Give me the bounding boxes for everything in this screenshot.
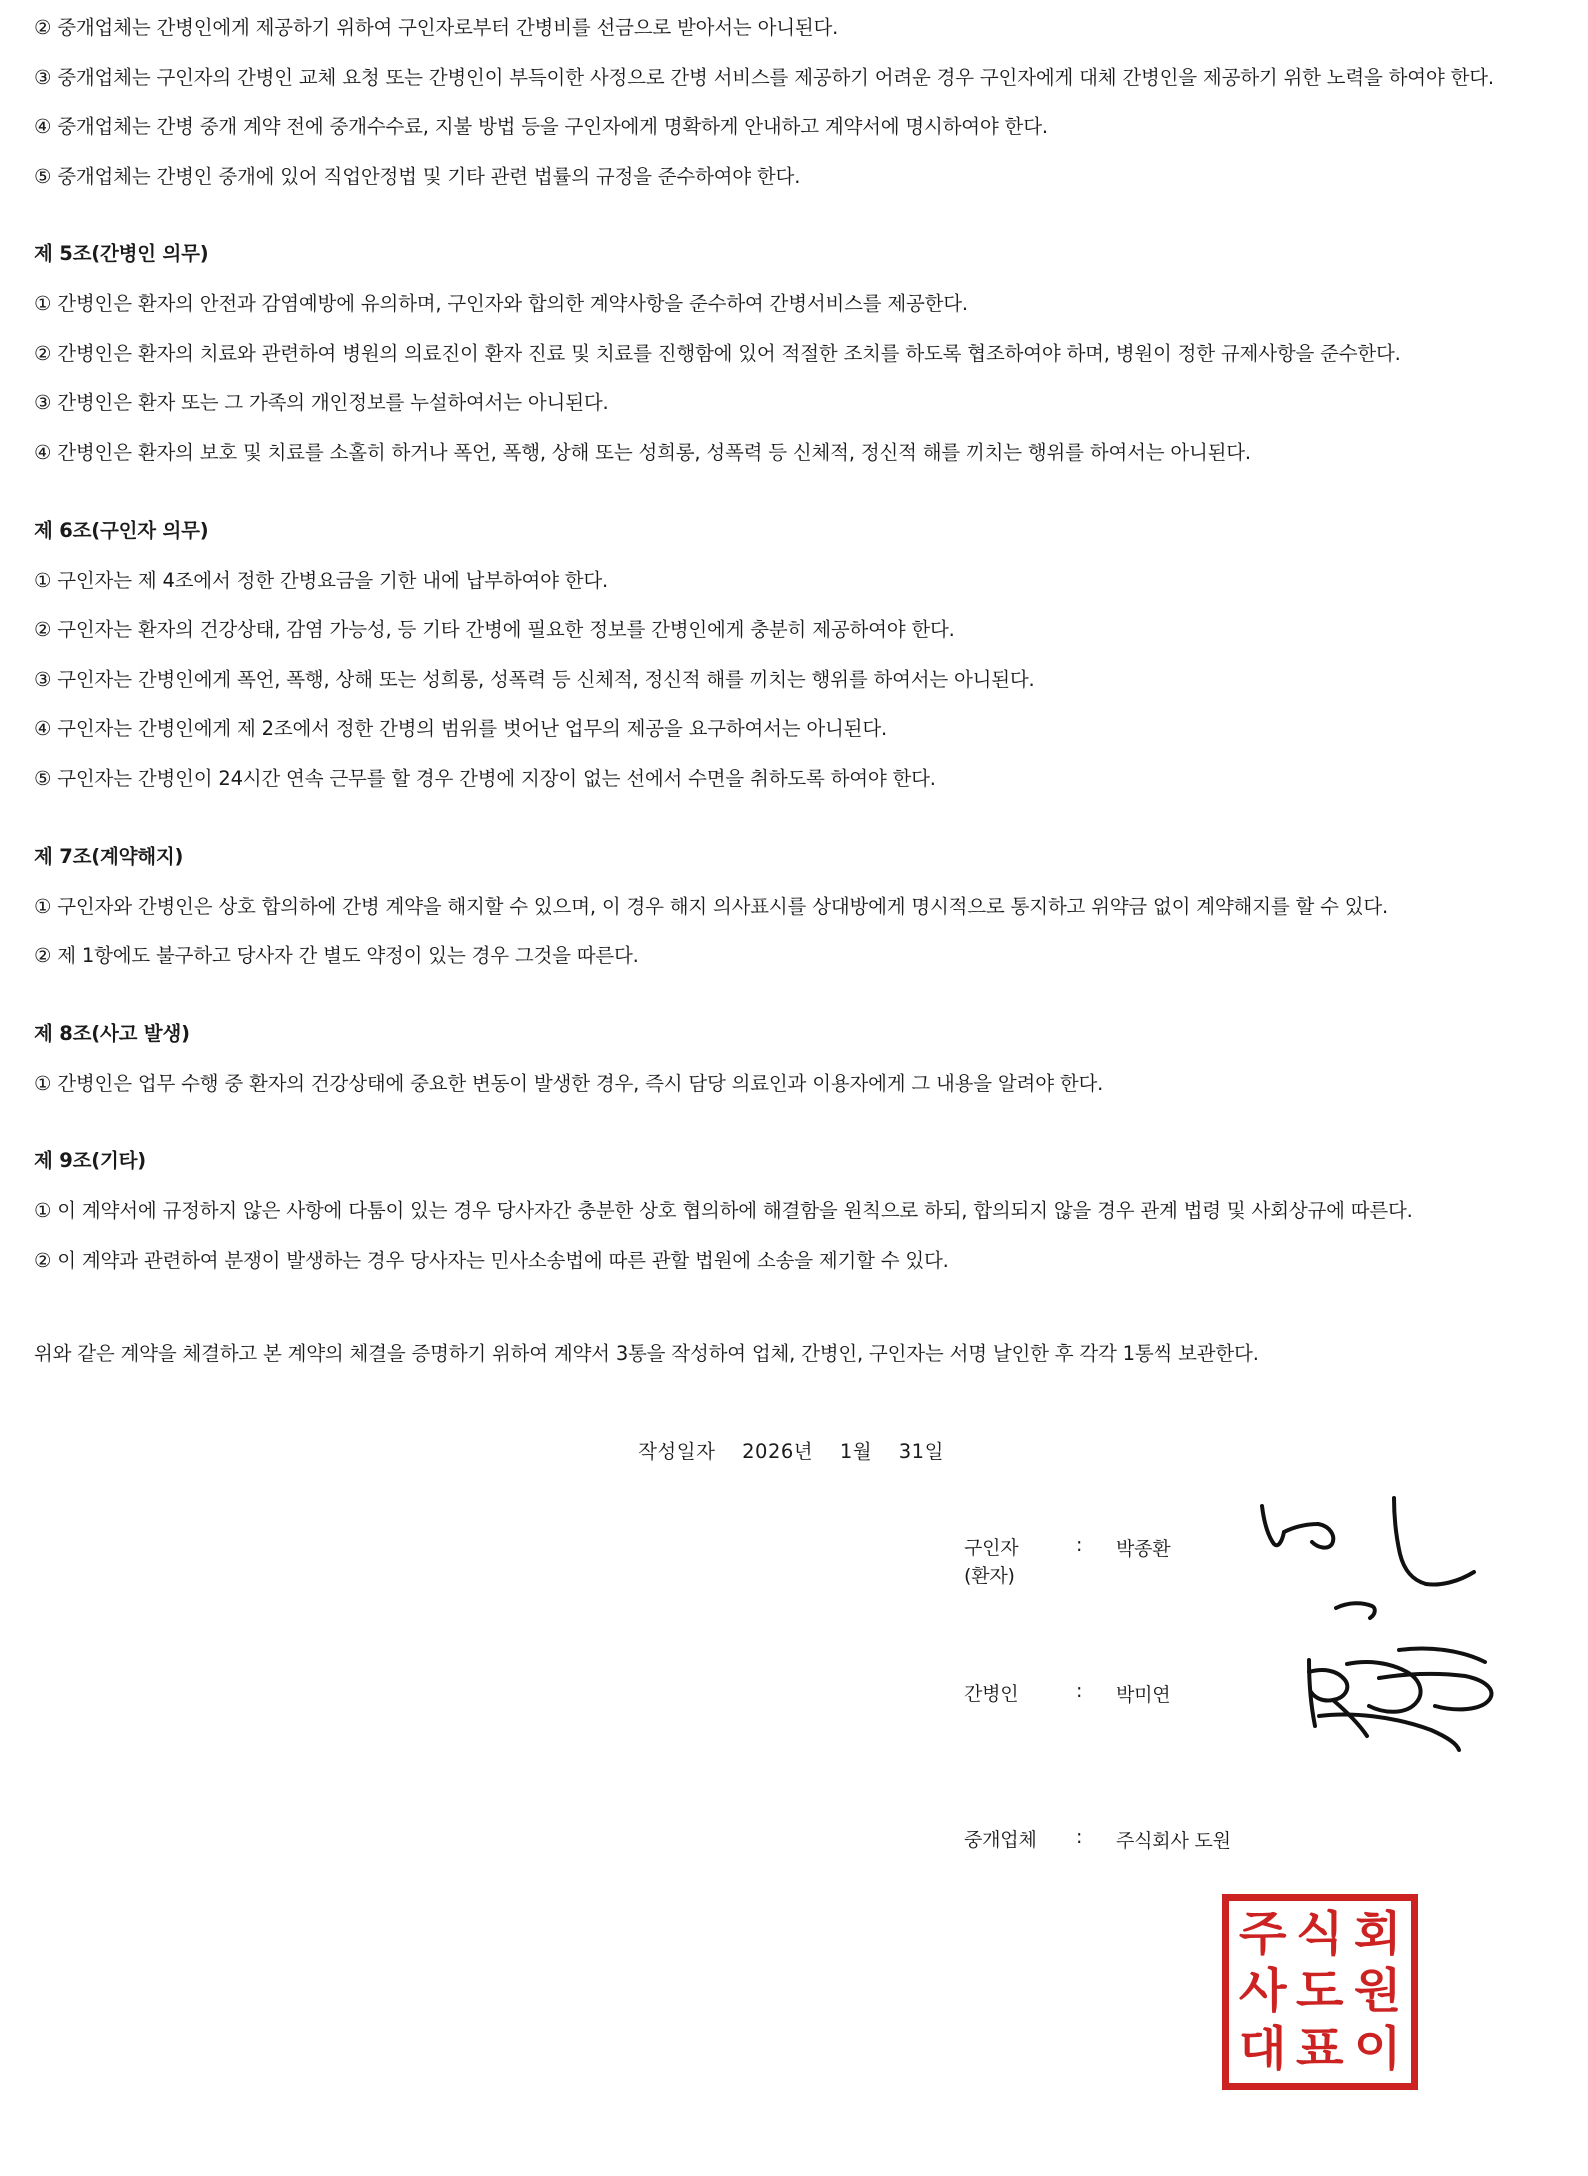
stamp-char: 주 bbox=[1238, 1907, 1287, 1963]
signature-role-line1: 구인자 bbox=[964, 1536, 1019, 1559]
clause-text: ① 이 계약서에 규정하지 않은 사항에 다툼이 있는 경우 당사자간 충분한 상호 협의하에 해결함을 원칙으로 하되, 합의되지 않을 경우 관계 법령 및 사회상규에 따른다. bbox=[34, 1199, 1413, 1223]
clause-text: ② 간병인은 환자의 치료와 관련하여 병원의 의료진이 환자 진료 및 치료를 진행함에 있어 적절한 조치를 하도록 협조하여야 하며, 병원이 정한 규제사항을 준수한다. bbox=[34, 341, 1401, 365]
article-title: 제 9조(기타) bbox=[34, 1149, 146, 1173]
signature-role bbox=[964, 1826, 1076, 1855]
article-title: 제 8조(사고 발생) bbox=[34, 1021, 190, 1045]
signature-role-line2: (환자) bbox=[964, 1565, 1015, 1588]
stamp-char: 사 bbox=[1238, 1964, 1287, 2020]
handwritten-signature-icon bbox=[1289, 1620, 1519, 1770]
article-title: 제 7조(계약해지) bbox=[34, 844, 184, 868]
clause-text: ① 구인자와 간병인은 상호 합의하에 간병 계약을 해지할 수 있으며, 이 경우 해지 의사표시를 상대방에게 명시적으로 통지하고 위약금 없이 계약해지를 할 수 있다. bbox=[34, 894, 1389, 918]
signature-block bbox=[34, 1534, 1548, 1884]
signature-role bbox=[964, 1680, 1076, 1709]
clause-text: ② 구인자는 환자의 건강상태, 감염 가능성, 등 기타 간병에 필요한 정보를 간병인에게 충분히 제공하여야 한다. bbox=[34, 618, 955, 642]
clause-text: ① 구인자는 제 4조에서 정한 간병요금을 기한 내에 납부하여야 한다. bbox=[34, 568, 609, 592]
closing-statement: 위와 같은 계약을 체결하고 본 계약의 체결을 증명하기 위하여 계약서 3통을 작성하여 업체, 간병인, 구인자는 서명 날인한 후 각각 1통씩 보관한다. bbox=[34, 1342, 1259, 1366]
clause-text: ③ 간병인은 환자 또는 그 가족의 개인정보를 누설하여서는 아니된다. bbox=[34, 391, 609, 415]
signature-colon: : bbox=[1076, 1679, 1083, 1702]
stamp-char: 식 bbox=[1296, 1907, 1344, 1963]
clause-text: ③ 중개업체는 구인자의 간병인 교체 요청 또는 간병인이 부득이한 사정으로 간병 서비스를 제공하기 어려운 경우 구인자에게 대체 간병인을 제공하기 위한 노력을 하여야 한다. bbox=[34, 65, 1494, 89]
clause-text: ② 이 계약과 관련하여 분쟁이 발생하는 경우 당사자는 민사소송법에 따른 관할 법원에 소송을 제기할 수 있다. bbox=[34, 1248, 949, 1272]
signature-row-employer bbox=[34, 1534, 1548, 1592]
signature-name: 박종환 bbox=[1116, 1537, 1171, 1560]
clause-text: ② 제 1항에도 불구하고 당사자 간 별도 약정이 있는 경우 그것을 따른다. bbox=[34, 944, 639, 968]
clause-text: ⑤ 구인자는 간병인이 24시간 연속 근무를 할 경우 간병에 지장이 없는 선에서 수면을 취하도록 하여야 한다. bbox=[34, 766, 936, 790]
signature-role-line1: 간병인 bbox=[964, 1682, 1019, 1705]
clause-text: ① 간병인은 업무 수행 중 환자의 건강상태에 중요한 변동이 발생한 경우, 즉시 담당 의료인과 이용자에게 그 내용을 알려야 한다. bbox=[34, 1071, 1104, 1095]
signature-name: 주식회사 도원 bbox=[1116, 1829, 1231, 1852]
date-day: 31일 bbox=[898, 1439, 944, 1463]
clause-text: ④ 중개업체는 간병 중개 계약 전에 중개수수료, 지불 방법 등을 구인자에게 명확하게 안내하고 계약서에 명시하여야 한다. bbox=[34, 115, 1048, 139]
clause-text: ⑤ 중개업체는 간병인 중개에 있어 직업안정법 및 기타 관련 법률의 규정을 준수하여야 한다. bbox=[34, 164, 801, 188]
company-seal-stamp bbox=[1222, 1894, 1418, 2090]
date-year: 2026년 bbox=[742, 1439, 814, 1463]
stamp-char: 도 bbox=[1296, 1964, 1344, 2020]
signature-colon: : bbox=[1076, 1533, 1083, 1556]
signature-role-line1: 중개업체 bbox=[964, 1828, 1037, 1851]
clause-text: ④ 간병인은 환자의 보호 및 치료를 소홀히 하거나 폭언, 폭행, 상해 또는 성희롱, 성폭력 등 신체적, 정신적 해를 끼치는 행위를 하여서는 아니된다. bbox=[34, 441, 1251, 465]
signature-row-agency bbox=[34, 1826, 1548, 1884]
stamp-char: 대 bbox=[1238, 2021, 1287, 2077]
stamp-char: 회 bbox=[1353, 1907, 1402, 1963]
date-month: 1월 bbox=[839, 1439, 873, 1463]
stamp-characters bbox=[1234, 1906, 1406, 2078]
stamp-char: 표 bbox=[1296, 2021, 1344, 2077]
signature-name: 박미연 bbox=[1116, 1683, 1171, 1706]
date-line bbox=[34, 1436, 1548, 1464]
signature-colon: : bbox=[1076, 1825, 1083, 1848]
date-label: 작성일자 bbox=[638, 1439, 716, 1463]
signature-role bbox=[964, 1534, 1076, 1591]
clause-text: ③ 구인자는 간병인에게 폭언, 폭행, 상해 또는 성희롱, 성폭력 등 신체적, 정신적 해를 끼치는 행위를 하여서는 아니된다. bbox=[34, 667, 1035, 691]
signature-row-caregiver bbox=[34, 1680, 1548, 1738]
handwritten-signature-icon bbox=[1244, 1484, 1504, 1644]
article-title: 제 5조(간병인 의무) bbox=[34, 242, 209, 266]
article-title: 제 6조(구인자 의무) bbox=[34, 518, 209, 542]
clause-text: ② 중개업체는 간병인에게 제공하기 위하여 구인자로부터 간병비를 선금으로 받아서는 아니된다. bbox=[34, 16, 839, 39]
stamp-char: 원 bbox=[1353, 1964, 1402, 2020]
clause-text: ① 간병인은 환자의 안전과 감염예방에 유의하며, 구인자와 합의한 계약사항을 준수하여 간병서비스를 제공한다. bbox=[34, 292, 968, 316]
stamp-char: 이 bbox=[1353, 2021, 1402, 2077]
clause-text: ④ 구인자는 간병인에게 제 2조에서 정한 간병의 범위를 벗어난 업무의 제공을 요구하여서는 아니된다. bbox=[34, 717, 887, 741]
